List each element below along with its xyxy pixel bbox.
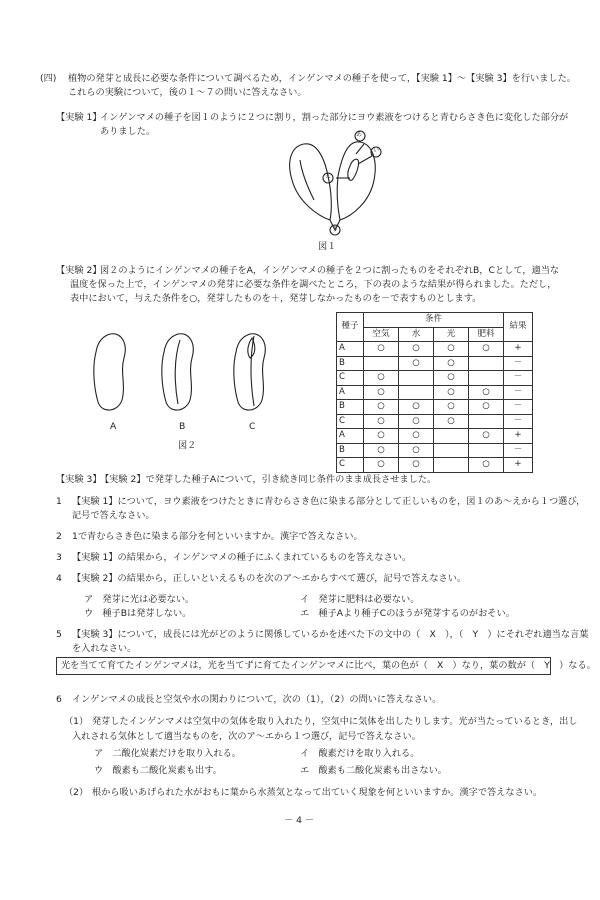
table-cell-condition bbox=[469, 443, 504, 458]
table-cell-condition: ○ bbox=[469, 342, 504, 357]
table-header-water: 水 bbox=[399, 327, 434, 342]
figure2-label-c: C bbox=[249, 421, 256, 432]
q2-text: 1で青むらさき色に染まる部分を何といいますか。漢字で答えなさい。 bbox=[72, 531, 363, 542]
table-cell-result: － bbox=[504, 385, 533, 400]
results-table bbox=[336, 312, 533, 473]
table-cell-condition: ○ bbox=[469, 400, 504, 415]
q2-number: 2 bbox=[56, 531, 62, 542]
table-cell-condition: ○ bbox=[469, 385, 504, 400]
q6-sub2-number: （2） bbox=[64, 787, 89, 798]
q4-text: 【実験 2】の結果から，正しいといえるものを次のア～エからすべて選び，記号で答えなさい。 bbox=[72, 573, 467, 584]
q6-text: インゲンマメの成長と空気や水の関わりについて，次の（1），（2）の問いに答えなさい。 bbox=[72, 694, 442, 705]
q1-line-2: 記号で答えなさい。 bbox=[72, 510, 155, 521]
q3-text: 【実験 1】の結果から，インゲンマメの種子にふくまれているものを答えなさい。 bbox=[72, 552, 412, 563]
q4-option-a: ア 発芽に光は必要ない。 bbox=[84, 594, 195, 605]
table-cell-condition: ○ bbox=[469, 458, 504, 473]
table-cell-result: + bbox=[504, 458, 533, 473]
exp2-line-3: 表中において，与えた条件を○，発芽したものを＋，発芽しなかったものを－で表すものとします。 bbox=[70, 293, 482, 304]
q4-number: 4 bbox=[56, 573, 62, 584]
table-cell-condition: ○ bbox=[399, 414, 434, 429]
table-cell-condition: ○ bbox=[364, 385, 399, 400]
table-cell-condition: ○ bbox=[399, 400, 434, 415]
q6-sub1-line-1: 発芽したインゲンマメは空気中の気体を取り入れたり，空気中に気体を出したりします。光が当たっているとき，出し bbox=[92, 716, 578, 727]
q5-line-2: を入れなさい。 bbox=[72, 643, 137, 654]
q6-option-i: イ 酸素だけを取り入れる。 bbox=[300, 748, 420, 759]
table-cell-condition bbox=[434, 443, 469, 458]
table-cell-condition bbox=[434, 458, 469, 473]
table-cell-result: + bbox=[504, 429, 533, 444]
q5-number: 5 bbox=[56, 629, 62, 640]
table-cell-seed: C bbox=[337, 371, 364, 386]
q4-option-e: エ 種子Aより種子Cのほうが発芽するのがおそい。 bbox=[300, 608, 515, 619]
exp2-line-2: 温度を保った上で，インゲンマメの発芽に必要な条件を調べたところ，下の表のような結果が得られました。ただし， bbox=[70, 279, 557, 290]
table-cell-condition: ○ bbox=[399, 356, 434, 371]
table-header-result: 結果 bbox=[504, 313, 533, 342]
q6-sub2-text: 根から吸いあげられた水がおもに葉から水蒸気となって出ていく現象を何といいますか。漢字で答えなさい。 bbox=[92, 787, 543, 798]
table-cell-condition bbox=[469, 371, 504, 386]
table-cell-condition: ○ bbox=[434, 356, 469, 371]
table-row bbox=[337, 429, 533, 444]
table-cell-condition: ○ bbox=[399, 342, 434, 357]
figure2-label-a: A bbox=[110, 421, 117, 432]
table-row bbox=[337, 385, 533, 400]
figure2-caption: 図２ bbox=[178, 440, 197, 451]
q6-option-u: ウ 酸素も二酸化炭素も出す。 bbox=[94, 765, 222, 776]
figure1-seed-halves bbox=[280, 126, 390, 234]
page-number: － 4 － bbox=[284, 815, 315, 826]
q5-statement: 光を当てて育てたインゲンマメは，光を当てずに育てたインゲンマメに比べ，葉の色が（ X ）なり，葉の数が（ Y ）なる。 bbox=[61, 660, 596, 671]
table-cell-condition: ○ bbox=[434, 385, 469, 400]
intro-line-1: 植物の発芽と成長に必要な条件について調べるため，インゲンマメの種子を使って，【実験 1】～【実験 3】を行いました。 bbox=[68, 73, 576, 84]
table-cell-condition bbox=[469, 414, 504, 429]
exp2-label: 【実験 2】 bbox=[56, 265, 102, 276]
table-cell-condition bbox=[469, 356, 504, 371]
table-cell-condition: ○ bbox=[364, 429, 399, 444]
table-row bbox=[337, 443, 533, 458]
q6-sub1-line-2: 入れされる気体として適当なものを，次のア～エから１つ選び，記号で答えなさい。 bbox=[72, 731, 421, 742]
figure2-label-b: B bbox=[179, 421, 186, 432]
figure1-caption: 図１ bbox=[318, 241, 337, 252]
table-row bbox=[337, 414, 533, 429]
table-header-light: 光 bbox=[434, 327, 469, 342]
exp1-line-2: ありました。 bbox=[100, 126, 156, 137]
table-cell-seed: B bbox=[337, 400, 364, 415]
table-header-fertilizer: 肥料 bbox=[469, 327, 504, 342]
table-cell-condition: ○ bbox=[434, 414, 469, 429]
table-cell-condition: ○ bbox=[364, 414, 399, 429]
q5-line-1: 【実験 3】について，成長には光がどのように関係しているかを述べた下の文中の（ X ），（ Y ）にそれぞれ適当な言葉 bbox=[72, 629, 589, 640]
table-cell-condition bbox=[364, 356, 399, 371]
figure2-seeds bbox=[90, 328, 290, 418]
table-cell-condition: ○ bbox=[364, 400, 399, 415]
table-row bbox=[337, 371, 533, 386]
table-cell-result: － bbox=[504, 443, 533, 458]
table-header-conditions: 条件 bbox=[364, 313, 504, 328]
table-cell-condition: ○ bbox=[399, 443, 434, 458]
mark-a: あ bbox=[356, 131, 363, 138]
table-cell-condition: ○ bbox=[469, 429, 504, 444]
table-cell-condition: ○ bbox=[399, 429, 434, 444]
table-row bbox=[337, 342, 533, 357]
table-cell-condition: ○ bbox=[364, 443, 399, 458]
table-cell-result: － bbox=[504, 414, 533, 429]
exp3-label: 【実験 3】 bbox=[56, 474, 102, 485]
q5-statement-box bbox=[56, 657, 596, 675]
q4-option-u: ウ 種子Bは発芽しない。 bbox=[84, 608, 192, 619]
exp1-label: 【実験 1】 bbox=[56, 112, 102, 123]
table-row bbox=[337, 458, 533, 473]
table-cell-seed: C bbox=[337, 458, 364, 473]
intro-line-2: これらの実験について，後の１～７の問いに答えなさい。 bbox=[68, 87, 307, 98]
table-row bbox=[337, 400, 533, 415]
exp2-line-1: 図２のようにインゲンマメの種子をA，インゲンマメの種子を２つに割ったものをそれぞれB，Cとして，適当な bbox=[100, 265, 560, 276]
table-cell-seed: A bbox=[337, 342, 364, 357]
q1-line-1: 【実験 1】について，ヨウ素液をつけたときに青むらさき色に染まる部分として正しいものを，図１のあ～えから１つ選び， bbox=[72, 496, 586, 507]
q6-option-a: ア 二酸化炭素だけを取り入れる。 bbox=[94, 748, 241, 759]
table-cell-seed: A bbox=[337, 385, 364, 400]
q1-number: 1 bbox=[56, 496, 62, 507]
table-cell-condition: ○ bbox=[399, 458, 434, 473]
mark-e: え bbox=[325, 173, 332, 180]
q3-number: 3 bbox=[56, 552, 62, 563]
exp3-text: 【実験 2】で発芽した種子Aについて，引き続き同じ条件のまま成長させました。 bbox=[100, 474, 437, 485]
table-cell-condition: ○ bbox=[364, 458, 399, 473]
table-cell-result: － bbox=[504, 400, 533, 415]
table-cell-result: － bbox=[504, 356, 533, 371]
table-cell-condition: ○ bbox=[434, 400, 469, 415]
table-header-seed: 種子 bbox=[337, 313, 364, 342]
mark-u: う bbox=[332, 226, 339, 233]
table-cell-condition: ○ bbox=[364, 371, 399, 386]
table-cell-condition bbox=[399, 385, 434, 400]
mark-i: い bbox=[373, 147, 380, 154]
table-row bbox=[337, 356, 533, 371]
table-cell-condition bbox=[434, 429, 469, 444]
table-cell-result: － bbox=[504, 371, 533, 386]
q6-option-e: エ 酸素も二酸化炭素も出さない。 bbox=[300, 765, 447, 776]
section-number: (四) bbox=[40, 73, 57, 84]
table-cell-result: + bbox=[504, 342, 533, 357]
table-cell-condition: ○ bbox=[434, 342, 469, 357]
table-cell-condition bbox=[399, 371, 434, 386]
table-cell-condition: ○ bbox=[434, 371, 469, 386]
exp1-line-1: インゲンマメの種子を図１のように２つに割り，割った部分にヨウ素液をつけると青むらさき色に変化した部分が bbox=[100, 112, 569, 123]
q4-option-i: イ 発芽に肥料は必要ない。 bbox=[300, 594, 420, 605]
table-cell-condition: ○ bbox=[364, 342, 399, 357]
q6-sub1-number: （1） bbox=[64, 716, 89, 727]
table-cell-seed: C bbox=[337, 414, 364, 429]
q6-number: 6 bbox=[56, 694, 62, 705]
table-cell-seed: A bbox=[337, 429, 364, 444]
table-header-air: 空気 bbox=[364, 327, 399, 342]
table-cell-seed: B bbox=[337, 356, 364, 371]
table-cell-seed: B bbox=[337, 443, 364, 458]
